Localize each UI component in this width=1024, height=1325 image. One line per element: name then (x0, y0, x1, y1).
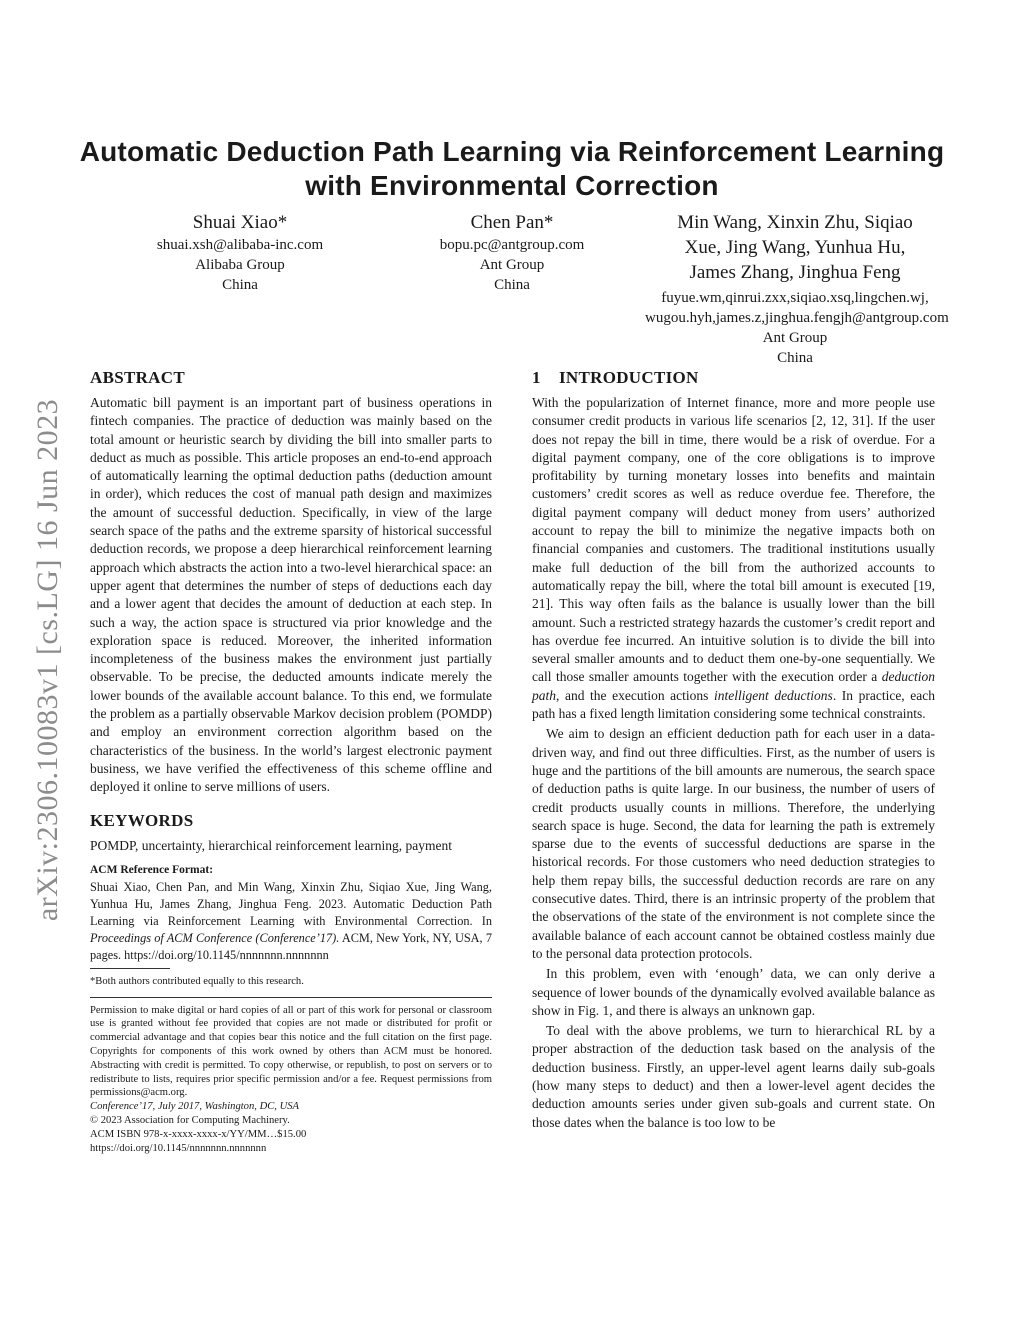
author-name: Shuai Xiao* (192, 212, 288, 233)
author-email: fuyue.wm,qinrui.zxx,siqiao.xsq,lingchen.wj, wugou.hyh,james.z,jinghua.fengjh@antgroup.com (645, 290, 949, 326)
right-column (532, 368, 935, 1132)
permission-text: Permission to make digital or hard copies of all or part of this work for personal or classroom use is granted without fee provided that copies are not made or distributed for profit or commercial advantage and that copies bear this notice and the full citation on the first page. Copyrights for components of this work owned by others than ACM must be honored. Abstracting with credit is permitted. To copy otherwise, or republish, to post on servers or to redistribute to lists, requires prior specific permission and/or a fee. Request permissions from permissions@acm.org. (90, 1004, 492, 1099)
isbn-line: ACM ISBN 978-x-xxxx-xxxx-x/YY/MM…$15.00 (90, 1128, 307, 1140)
intro-paragraph-3: In this problem, even with ‘enough’ data, we can only derive a sequence of lower bounds of the dynamically evolved available balance as show in Fig. 1, and there is always an unknown gap. (532, 966, 935, 1018)
abstract-heading: ABSTRACT (90, 368, 185, 387)
term-deduction-path: deduction path (532, 669, 935, 703)
keywords-heading: KEYWORDS (90, 810, 194, 830)
acm-reference-heading: ACM Reference Format: (90, 863, 214, 876)
author-org: Alibaba Group (195, 257, 285, 273)
intro-p1-mid: , and the execution actions (556, 687, 714, 703)
arxiv-sidebar (22, 360, 74, 960)
intro-p1-end: . In practice, each path has a fixed length limitation considering some technical constraints. (532, 687, 935, 722)
author-country: China (777, 350, 813, 366)
paper-title: Automatic Deduction Path Learning via Reinforcement Learning with Environmental Correction (79, 136, 945, 201)
doi-line: https://doi.org/10.1145/nnnnnnn.nnnnnnn (90, 1142, 267, 1154)
author-org: Ant Group (762, 330, 828, 346)
abstract-body (90, 394, 492, 797)
introduction-body (532, 394, 935, 1132)
author-org: Ant Group (479, 257, 545, 273)
author-country: China (222, 277, 258, 293)
author-block-2 (412, 210, 612, 295)
conference-info: Conference’17, July 2017, Washington, DC, USA (90, 1101, 300, 1113)
intro-paragraph-4: To deal with the above problems, we turn to hierarchical RL by a proper abstraction of the deduction task based on the analysis of the deduction business. Firstly, an upper-level agent learns daily sub-goals (how many steps to deduct) and then a lower-level agent decides the deduction amounts series under given sub-goals and current state. On those dates when the balance is too low to be (532, 1023, 935, 1130)
acm-reference-text: Shuai Xiao, Chen Pan, and Min Wang, Xinxin Zhu, Siqiao Xue, Jing Wang, Yunhua Hu, James Zhang, Jinghua Feng. 2023. Automatic Deduction Path Learning via Reinforcement Learning with Environmental Correction. In (90, 879, 492, 928)
author-email: bopu.pc@antgroup.com (439, 237, 585, 253)
author-name: Min Wang, Xinxin Zhu, Siqiao Xue, Jing Wang, Yunhua Hu, James Zhang, Jinghua Feng (677, 212, 913, 283)
author-block-1 (140, 210, 340, 295)
abstract-text: Automatic bill payment is an important part of business operations in fintech companies. The practice of deduction was mainly based on the total amount or heuristic search by dividing the bill into smaller parts to deduct as much as possible. This article proposes an end-to-end approach of automatically learning the optimal deduction paths (deduction amount in order), which reduces the cost of manual path design and maximizes the amount of successful deduction. Specifically, in view of the large search space of the paths and the extreme sparsity of historical successful deduction records, we propose a deep hierarchical reinforcement learning approach which abstracts the action into a two-level hierarchical space: an upper agent that determines the number of steps of deductions each day and a lower agent that decides the amount of deduction at each step. In such a way, the action space is structured via prior knowledge and the exploration space is reduced. Moreover, the inherited information incompleteness of the business makes the environment just partially observable. To be precise, the deducted amounts indicate merely the lower bounds of the available account balance. To this end, we formulate the problem as a partially observable Markov decision problem (POMDP) and employ an environment correction algorithm based on the characteristics of the business. In the world’s largest electronic payment business, we have verified the effectiveness of this scheme offline and deployed it online to serve millions of users. (90, 395, 492, 795)
copyright-line: © 2023 Association for Computing Machinery. (90, 1115, 290, 1126)
intro-p1-text: With the popularization of Internet finance, more and more people use consumer credit products in various life scenarios [2, 12, 31]. If the user does not repay the bill in time, there would be a risk of overdue. For a digital payment company, one of the core obligations is to improve profitability by turning monetary losses into benefits and maintain customers’ credit scores as well as reduce overdue fee. Therefore, the digital payment company will deduct money from users’ authorized account to repay the bill to minimize the negative impacts both on financial companies and customers. The traditional institutions usually make full deduction of the bill from the authorized accounts to automatically repay the bill, where the total bill amount is executed [19, 21]. This way often fails as the balance is usually lower than the bill amount. Such a restricted strategy hazards the customer’s credit report and has overdue fee incurred. An intuitive solution is to divide the bill into several smaller amounts and to deduct them one-by-one sequentially. We call those smaller amounts together with the execution order a (532, 395, 935, 685)
permission-rule (90, 997, 492, 998)
author-name: Chen Pan* (470, 212, 554, 233)
left-column (90, 368, 492, 1155)
intro-paragraph-2: We aim to design an efficient deduction path for each user in a data-driven way, and find out three difficulties. First, as the number of users is huge and the partitions of the bill amounts are numerous, the search space of deduction paths is quite large. In our business, the number of users of credit products usually counts in millions. Therefore, the underlying search space is huge. Second, the data for learning the path is extremely sparse due to the events of successful deductions are sparse in the historical records. For those customers who need deduction strategies to help them repay bills, the successful deduction records are rare on any consecutive dates. Third, there is an intrinsic property of the problem that the observations of the state of the environment is not complete since the available balance of each account cannot be obtained costless mainly due to the personal data protection protocols. (532, 726, 935, 961)
arxiv-identifier: arXiv:2306.10083v1 [cs.LG] 16 Jun 2023 (31, 398, 64, 922)
author-email: shuai.xsh@alibaba-inc.com (156, 237, 324, 253)
introduction-heading: 1 INTRODUCTION (532, 368, 699, 387)
permission-block (90, 1004, 492, 1156)
intro-paragraph-1 (532, 394, 935, 723)
footnote-rule (90, 968, 170, 969)
acm-reference-body (90, 879, 492, 964)
author-country: China (494, 277, 530, 293)
footnote-text: *Both authors contributed equally to this research. (90, 975, 304, 987)
author-block-3 (645, 210, 949, 368)
acm-reference-proceedings: Proceedings of ACM Conference (Conference’17). (90, 930, 340, 945)
keywords-text: POMDP, uncertainty, hierarchical reinforcement learning, payment (90, 837, 452, 853)
term-intelligent-deductions: intelligent deductions (714, 687, 833, 703)
acm-reference-tail: ACM, New York, NY, USA, 7 pages. https://doi.org/10.1145/nnnnnnn.nnnnnnn (90, 930, 493, 962)
